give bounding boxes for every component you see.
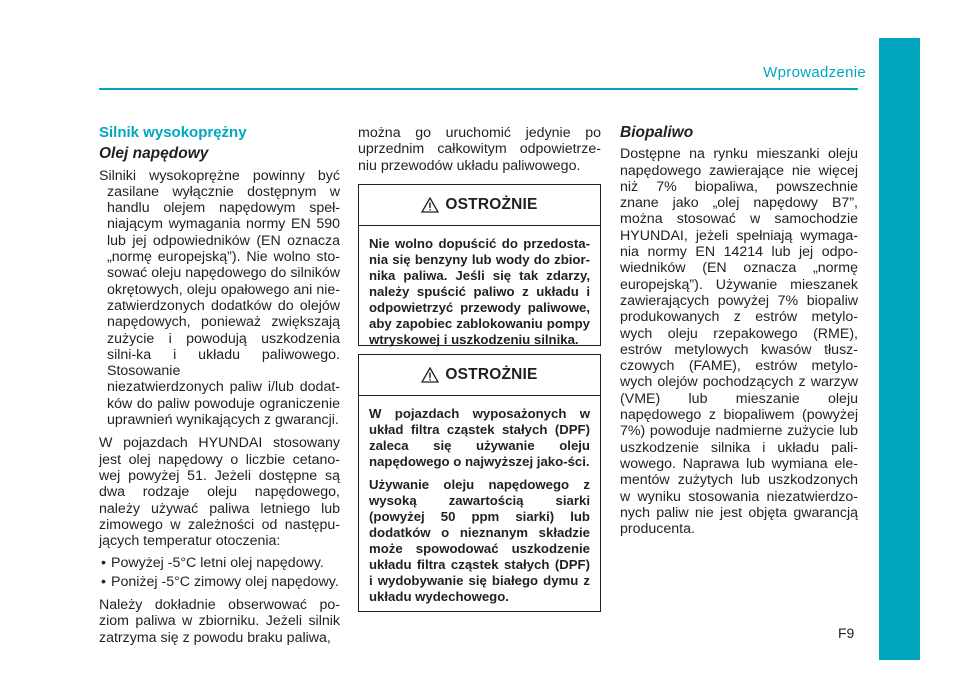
caution-text-sulfur: Używanie oleju napędowego z wysoką zawartością siarki (powyżej 50 ppm siarki) lub dodatków o nieznanym składzie może spowodować uszkodzenie układu filtra cząstek stałych (DPF) i wydobywanie się białego dymu z układu wydechowego.: [369, 477, 590, 604]
header-divider: [99, 88, 858, 90]
caution-title: OSTROŻNIE: [445, 196, 538, 213]
column-left: [99, 125, 340, 646]
paragraph-bleeding: można go uruchomić jedynie po uprzednim całkowitym odpowietrze-niu przewodów układu paliwowego.: [358, 125, 601, 174]
subheading-diesel-fuel: Olej napędowy: [99, 145, 209, 163]
paragraph-diesel-requirements-b: niezatwierdzonych paliw i/lub dodat-ków do paliw powoduje ograniczenie uprawnień wynikających z gwarancji.: [107, 379, 340, 429]
warning-triangle-icon: [421, 197, 439, 213]
list-item: • Powyżej -5°C letni olej napędowy.: [99, 555, 340, 571]
warning-triangle-icon: [421, 367, 439, 383]
list-item: • Poniżej -5°C zimowy olej napędowy.: [99, 574, 340, 590]
caution-box-water-petrol: [358, 184, 601, 346]
chapter-side-tab: [879, 38, 920, 660]
page-number: F9: [838, 625, 855, 641]
paragraph-fuel-level: Należy dokładnie obserwować po-ziom paliwa w zbiorniku. Jeżeli silnik zatrzyma się z powodu braku paliwa,: [99, 597, 340, 646]
caution-body: [359, 226, 600, 348]
column-right: [620, 125, 858, 537]
paragraph-cetane: W pojazdach HYUNDAI stosowany jest olej napędowy o liczbie cetano-wej powyżej 51. Jeżeli dostępne są dwa rodzaje oleju napędowego, należy używać paliwa letniego lub zimowego w zależności od następu-jących temperatur otoczenia:: [99, 435, 340, 550]
caution-body: [359, 396, 600, 605]
heading-biofuel: Biopaliwo: [620, 124, 694, 141]
caution-header: [359, 185, 600, 226]
paragraph-diesel-requirements-a: Silniki wysokoprężne powinny być zasilane wyłącznie dostępnym w handlu olejem napędowym speł-niającym wymagania normy EN 590 lub jej odpowiedników (EN oznacza „normę europejską”). Nie wolno sto-sować oleju napędowego do silników okrętowych, oleju opałowego ani nie-zatwierdzonych dodatków do olejów napędowych, ponieważ zwiększają zużycie i powodują uszkodzenia silni-ka i układu paliwowego. Stosowanie: [99, 167, 340, 380]
caution-header: [359, 355, 600, 396]
caution-text: Nie wolno dopuścić do przedosta-nia się benzyny lub wody do zbior-nika paliwa. Jeśli się tak zdarzy, należy spuścić paliwo z układu i odpowietrzyć przewody paliwowe, aby zapobiec zablokowaniu pompy wtryskowej i uszkodzeniu silnika.: [369, 236, 590, 347]
caution-text-dpf: W pojazdach wyposażonych w układ filtra cząstek stałych (DPF) zaleca się używanie oleju napędowego o najwyższej jako-ści.: [369, 406, 590, 469]
caution-box-dpf: [358, 354, 601, 612]
caution-title: OSTROŻNIE: [445, 366, 538, 383]
column-middle: [358, 125, 601, 174]
heading-diesel-engine: Silnik wysokoprężny: [99, 124, 247, 141]
paragraph-biofuel: Dostępne na rynku mieszanki oleju napędowego zawierające nie więcej niż 7% biopaliwa, powszechnie znane jako „olej napędowy B7”, można stosować w samochodzie HYUNDAI, jeżeli spełniają wymaga-nia normy EN 14214 lub jej odpo-wiedników (EN oznacza „normę europejską”). Używanie mieszanek zawierających powyżej 7% biopaliw produkowanych z estrów metylo-wych oleju rzepakowego (RME), estrów metylowych kwasów tłusz-czowych (FAME), estrów metylo-wych olejów pochodzących z warzyw (VME) lub mieszanie oleju napędowego z biopaliwem (powyżej 7%) powoduje nadmierne zużycie lub uszkodzenie silnika i układu pali-wowego. Naprawa lub wymiana ele-mentów zużytych lub uszkodzonych w wyniku stosowania niezatwierdzo-nych paliw nie jest objęta gwarancją producenta.: [620, 146, 858, 538]
temperature-list: [99, 555, 340, 590]
section-title: Wprowadzenie: [763, 64, 866, 81]
paragraph-diesel-requirements: [99, 168, 340, 380]
